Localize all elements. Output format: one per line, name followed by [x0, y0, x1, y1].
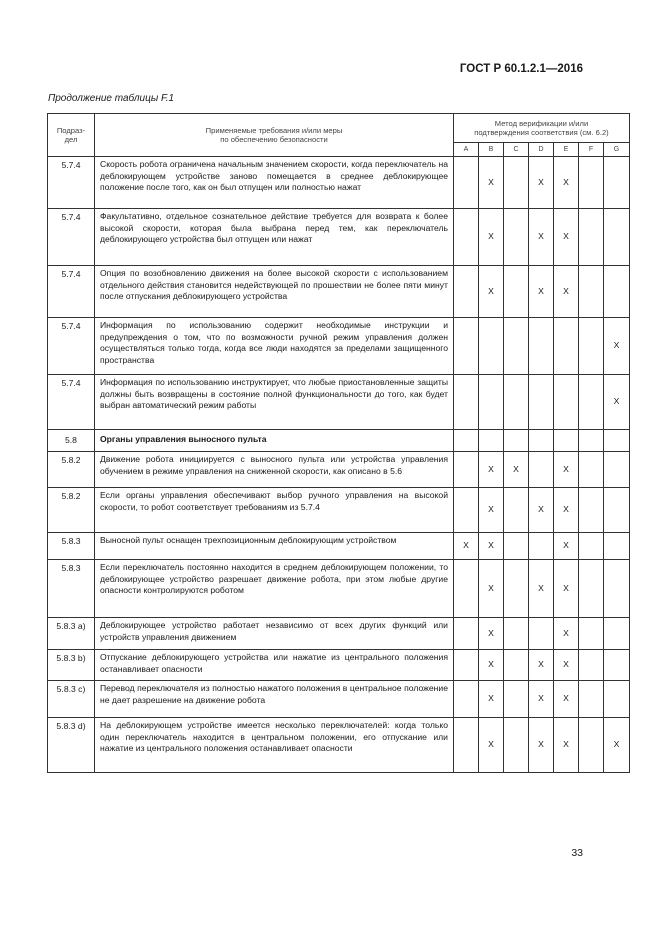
mark-cell-c [504, 488, 529, 533]
requirement-cell: Деблокирующее устройство работает независимо от всех других функций или устройств управления движением [95, 618, 454, 650]
section-cell: 5.7.4 [48, 157, 95, 209]
mark-cell-d [529, 533, 554, 560]
mark-cell-e: X [554, 618, 579, 650]
mark-cell-f [579, 266, 604, 318]
section-cell: 5.8.3 d) [48, 718, 95, 773]
verification-table [47, 113, 630, 773]
mark-cell-b: X [479, 560, 504, 618]
method-header: Метод верификации и/или подтверждения соответствия (см. 6.2) [454, 114, 630, 143]
requirement-cell: Если органы управления обеспечивают выбор ручного управления на высокой скорости, то робот соответствует требованиям из 5.7.4 [95, 488, 454, 533]
mark-cell-b: X [479, 488, 504, 533]
mark-cell-g [604, 533, 630, 560]
mark-cell-a [454, 209, 479, 266]
mark-cell-c [504, 430, 529, 452]
mark-cell-a [454, 618, 479, 650]
table-row [48, 618, 630, 650]
mark-cell-e: X [554, 560, 579, 618]
mark-cell-g [604, 560, 630, 618]
mark-cell-d [529, 430, 554, 452]
requirement-cell: На деблокирующем устройстве имеется несколько переключателей: когда только один переключатель находится в центральном положении, его отпускание или нажатие из центрального положения останавливает опасности [95, 718, 454, 773]
mark-cell-d: X [529, 157, 554, 209]
table-row [48, 452, 630, 488]
mark-cell-d: X [529, 488, 554, 533]
mark-cell-c [504, 681, 529, 718]
mark-cell-e: X [554, 718, 579, 773]
mark-cell-b: X [479, 209, 504, 266]
table-row [48, 266, 630, 318]
mark-cell-f [579, 375, 604, 430]
table-caption: Продолжение таблицы F.1 [48, 93, 175, 104]
mark-cell-c [504, 718, 529, 773]
mark-cell-f [579, 718, 604, 773]
mark-cell-e: X [554, 157, 579, 209]
mark-cell-g: X [604, 318, 630, 375]
requirement-cell: Факультативно, отдельное сознательное действие требуется для возврата к более высокой скорости, которая была выбрана перед тем, как переключатель деблокирующего устройства был отпущен или нажат [95, 209, 454, 266]
mark-cell-c [504, 318, 529, 375]
mark-cell-e: X [554, 681, 579, 718]
mark-cell-b: X [479, 718, 504, 773]
mark-cell-e [554, 430, 579, 452]
section-cell: 5.8.3 b) [48, 650, 95, 681]
mark-cell-a [454, 157, 479, 209]
table-row [48, 318, 630, 375]
requirement-cell: Движение робота инициируется с выносного пульта или устройства управления обучением в режиме управления на сниженной скорости, как описано в 5.6 [95, 452, 454, 488]
mark-cell-f [579, 681, 604, 718]
mark-cell-a [454, 375, 479, 430]
mark-cell-b: X [479, 266, 504, 318]
section-cell: 5.8.2 [48, 452, 95, 488]
mark-cell-e: X [554, 452, 579, 488]
mark-cell-a [454, 266, 479, 318]
mark-cell-g [604, 209, 630, 266]
mark-cell-c [504, 650, 529, 681]
method-column-a: A [454, 143, 479, 157]
mark-cell-g [604, 650, 630, 681]
mark-cell-f [579, 560, 604, 618]
mark-cell-d: X [529, 266, 554, 318]
section-cell: 5.8.2 [48, 488, 95, 533]
method-column-e: E [554, 143, 579, 157]
mark-cell-b [479, 430, 504, 452]
page-number: 33 [571, 847, 583, 859]
mark-cell-b [479, 318, 504, 375]
section-cell: 5.8.3 a) [48, 618, 95, 650]
mark-cell-d: X [529, 681, 554, 718]
mark-cell-e: X [554, 266, 579, 318]
table-row [48, 209, 630, 266]
mark-cell-a [454, 718, 479, 773]
mark-cell-d: X [529, 560, 554, 618]
section-cell: 5.7.4 [48, 209, 95, 266]
mark-cell-b: X [479, 650, 504, 681]
mark-cell-c [504, 157, 529, 209]
requirement-cell: Выносной пульт оснащен трехпозиционным деблокирующим устройством [95, 533, 454, 560]
mark-cell-a [454, 318, 479, 375]
mark-cell-a [454, 488, 479, 533]
method-column-c: C [504, 143, 529, 157]
requirement-cell: Если переключатель постоянно находится в среднем деблокирующем положении, то деблокирующее устройство разрешает движение робота, при этом любые другие опасности контролируются роботом [95, 560, 454, 618]
section-cell: 5.7.4 [48, 266, 95, 318]
document-code: ГОСТ Р 60.1.2.1—2016 [459, 63, 583, 75]
mark-cell-b: X [479, 533, 504, 560]
mark-cell-b: X [479, 618, 504, 650]
table-row [48, 681, 630, 718]
table-row [48, 430, 630, 452]
mark-cell-e: X [554, 488, 579, 533]
mark-cell-f [579, 618, 604, 650]
requirement-cell: Отпускание деблокирующего устройства или нажатие из центрального положения останавливает опасности [95, 650, 454, 681]
mark-cell-d: X [529, 209, 554, 266]
mark-cell-g [604, 430, 630, 452]
mark-cell-c [504, 560, 529, 618]
mark-cell-g: X [604, 718, 630, 773]
mark-cell-f [579, 209, 604, 266]
mark-cell-a: X [454, 533, 479, 560]
mark-cell-b: X [479, 452, 504, 488]
mark-cell-c: X [504, 452, 529, 488]
mark-cell-f [579, 318, 604, 375]
method-column-b: B [479, 143, 504, 157]
mark-cell-g [604, 452, 630, 488]
section-header: Подраз- дел [48, 114, 95, 157]
method-column-d: D [529, 143, 554, 157]
mark-cell-c [504, 266, 529, 318]
mark-cell-d [529, 618, 554, 650]
mark-cell-a [454, 452, 479, 488]
mark-cell-g [604, 488, 630, 533]
table-row [48, 533, 630, 560]
mark-cell-a [454, 430, 479, 452]
mark-cell-e [554, 318, 579, 375]
section-cell: 5.8.3 c) [48, 681, 95, 718]
mark-cell-b: X [479, 681, 504, 718]
mark-cell-f [579, 650, 604, 681]
requirement-cell: Органы управления выносного пульта [95, 430, 454, 452]
section-cell: 5.8 [48, 430, 95, 452]
mark-cell-g [604, 157, 630, 209]
mark-cell-d [529, 452, 554, 488]
mark-cell-d [529, 375, 554, 430]
section-cell: 5.7.4 [48, 375, 95, 430]
requirement-cell: Скорость робота ограничена начальным значением скорости, когда переключатель на деблокирующем устройстве заново помещается в среднее деблокирующее положение после того, как он был отпущен или полностью нажат [95, 157, 454, 209]
mark-cell-f [579, 488, 604, 533]
mark-cell-d: X [529, 650, 554, 681]
mark-cell-d: X [529, 718, 554, 773]
mark-cell-c [504, 375, 529, 430]
mark-cell-f [579, 533, 604, 560]
mark-cell-a [454, 650, 479, 681]
requirement-cell: Опция по возобновлению движения на более высокой скорости с использованием отдельного действия становится недействующей по прошествии не более пяти минут после отпускания деблокирующего устройства [95, 266, 454, 318]
table-row [48, 650, 630, 681]
mark-cell-d [529, 318, 554, 375]
method-column-f: F [579, 143, 604, 157]
mark-cell-g [604, 266, 630, 318]
mark-cell-a [454, 681, 479, 718]
mark-cell-g [604, 618, 630, 650]
table-row [48, 488, 630, 533]
table-row [48, 718, 630, 773]
mark-cell-b: X [479, 157, 504, 209]
requirement-cell: Информация по использованию содержит необходимые инструкции и предупреждения о том, что по возможности ручной режим управления должен осуществляться только тогда, когда все люди находятся за пределами защищенного пространства [95, 318, 454, 375]
mark-cell-c [504, 533, 529, 560]
mark-cell-e: X [554, 209, 579, 266]
mark-cell-a [454, 560, 479, 618]
table-row [48, 157, 630, 209]
mark-cell-e: X [554, 650, 579, 681]
mark-cell-f [579, 157, 604, 209]
mark-cell-f [579, 452, 604, 488]
requirement-cell: Перевод переключателя из полностью нажатого положения в центральное положение не дает разрешение на движение робота [95, 681, 454, 718]
section-cell: 5.8.3 [48, 560, 95, 618]
requirement-cell: Информация по использованию инструктирует, что любые приостановленные защиты должны быть возвращены в состояние полной функциональности до того, как будет выбран автоматический режим работы [95, 375, 454, 430]
mark-cell-b [479, 375, 504, 430]
requirements-header: Применяемые требования и/или меры по обеспечению безопасности [95, 114, 454, 157]
table-row [48, 375, 630, 430]
mark-cell-c [504, 618, 529, 650]
section-cell: 5.7.4 [48, 318, 95, 375]
method-column-g: G [604, 143, 630, 157]
mark-cell-f [579, 430, 604, 452]
section-cell: 5.8.3 [48, 533, 95, 560]
mark-cell-g [604, 681, 630, 718]
mark-cell-e: X [554, 533, 579, 560]
mark-cell-c [504, 209, 529, 266]
table-row [48, 560, 630, 618]
mark-cell-e [554, 375, 579, 430]
mark-cell-g: X [604, 375, 630, 430]
